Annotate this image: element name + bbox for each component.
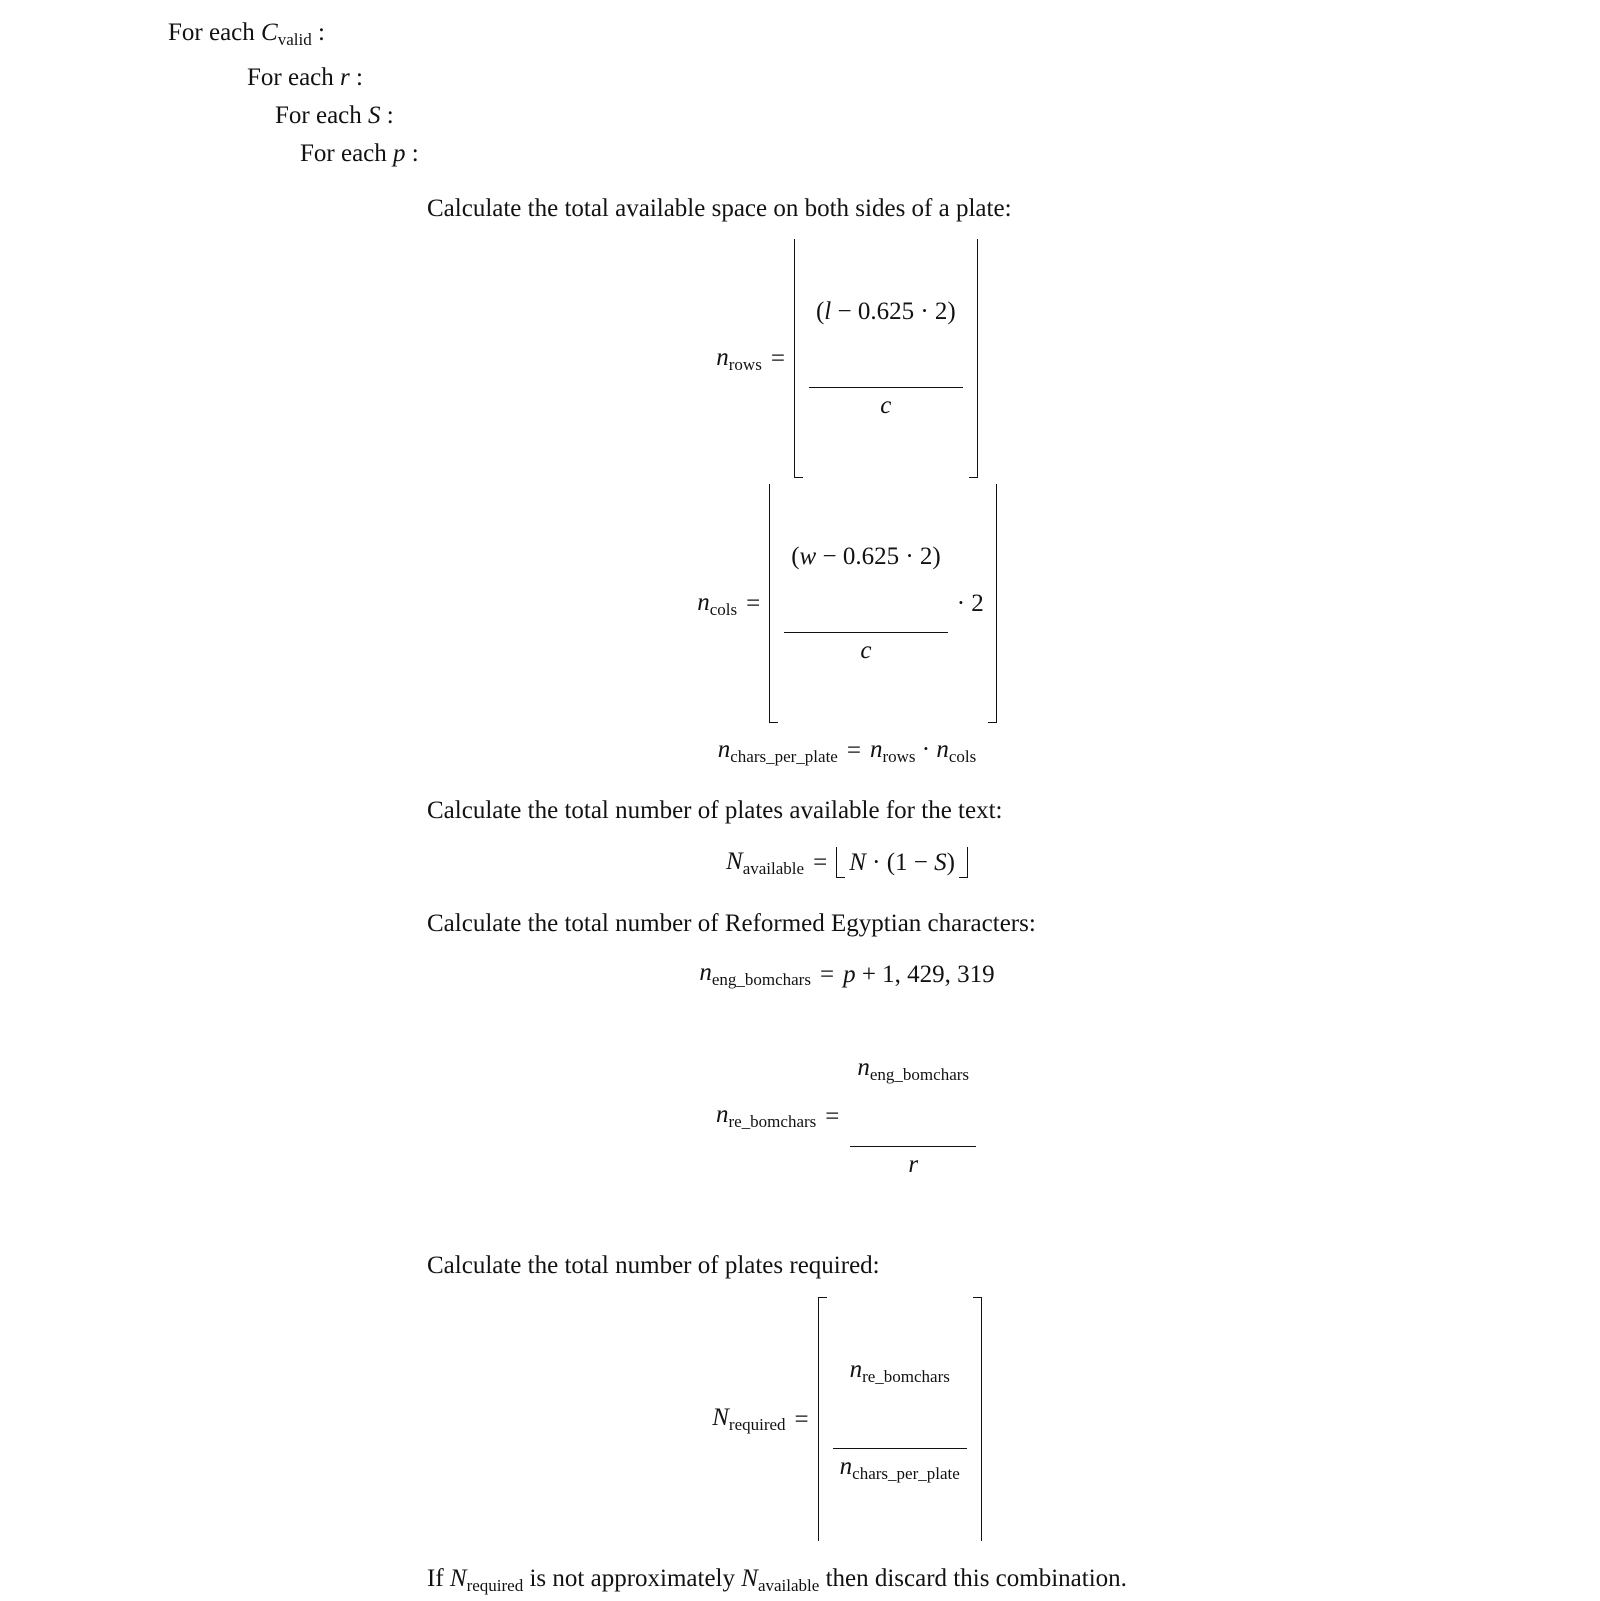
- equation-rhs: $n_{rows} \cdot n_{cols}$: [869, 736, 977, 766]
- fraction-numerator: $n_{eng\_bomchars}$: [857, 1054, 970, 1085]
- fraction-denominator: $n_{chars\_per\_plate}$: [833, 1448, 967, 1484]
- floor-bracket-left: [769, 484, 778, 723]
- loop-body: [427, 193, 1267, 1601]
- equals-sign: =: [819, 960, 835, 988]
- equals-sign: =: [746, 590, 761, 617]
- loop-variable: p: [393, 140, 406, 167]
- equation-lhs: $n_{chars\_per\_plate}$: [717, 736, 838, 766]
- loop-prefix: For each: [275, 102, 369, 129]
- equation-n-chars-per-plate: [427, 735, 1267, 767]
- fraction-numerator: (l − 0.625 · 2): [815, 298, 956, 325]
- loop-line-s: [275, 97, 1600, 135]
- equals-sign: =: [825, 1102, 840, 1130]
- floor-bracket-left: [836, 847, 845, 879]
- loop-line-r: [247, 59, 1600, 97]
- fraction: [833, 1297, 967, 1541]
- step-heading-reformed-egyptian-chars: Calculate the total number of Reformed Egyptian characters:: [427, 910, 1036, 938]
- step-heading-available-space: Calculate the total available space on both sides of a plate:: [427, 195, 1012, 222]
- step-heading-plates-available: Calculate the total number of plates available for the text:: [427, 796, 1003, 824]
- ceiling-bracket-right: [973, 1297, 982, 1541]
- loop-prefix: For each: [300, 140, 394, 167]
- n-required-symbol: N: [449, 1565, 467, 1593]
- equation-n-rows: [427, 239, 1267, 478]
- equation-n-required: [427, 1297, 1267, 1541]
- fraction: [850, 995, 976, 1237]
- loop-colon: :: [405, 140, 419, 167]
- loop-prefix: For each: [168, 19, 262, 46]
- ceiling-bracket-left: [818, 1297, 827, 1541]
- floor-bracket-right: [969, 239, 978, 478]
- n-available-symbol: N: [741, 1565, 758, 1593]
- floor-bracket-left: [794, 239, 803, 478]
- equation-rhs: N · (1 − S): [849, 849, 955, 877]
- dot-operator: ·: [915, 736, 937, 763]
- equation-n-available: [427, 847, 1267, 879]
- discard-condition-sentence: If $N_{required}$ is not approximately $N_{available}$ then discard this combination.: [427, 1565, 1127, 1596]
- fraction-denominator: c: [784, 632, 948, 665]
- loop-variable: C: [261, 19, 278, 46]
- equation-lhs: $n_{cols}$: [697, 588, 738, 619]
- equation-lhs: $n_{rows}$: [716, 343, 762, 374]
- loop-line-p: [300, 135, 1600, 173]
- equation-lhs: $N_{available}$: [726, 847, 805, 878]
- equation-lhs: $n_{re\_bomchars}$: [715, 1101, 817, 1132]
- equals-sign: =: [794, 1405, 809, 1433]
- loop-line-c-valid: [168, 14, 1600, 59]
- equation-rhs: p + 1, 429, 319: [843, 960, 995, 988]
- equation-n-re-bomchars: [427, 995, 1267, 1237]
- equation-n-cols: [427, 484, 1267, 723]
- floor-bracket-right: [959, 847, 968, 879]
- fraction: [809, 239, 963, 478]
- loop-variable-subscript: valid: [277, 30, 312, 49]
- equation-n-eng-bomchars: [427, 958, 1267, 990]
- loop-prefix: For each: [247, 64, 341, 91]
- step-heading-plates-required: Calculate the total number of plates required:: [427, 1251, 880, 1279]
- fraction-numerator: (w − 0.625 · 2): [791, 543, 941, 570]
- equals-sign: =: [770, 345, 785, 372]
- fraction-numerator: $n_{re\_bomchars}$: [849, 1355, 950, 1386]
- fraction-denominator: r: [850, 1146, 976, 1179]
- equation-lhs: $N_{required}$: [712, 1404, 786, 1435]
- floor-bracket-right: [988, 484, 997, 723]
- loop-variable: r: [340, 64, 350, 91]
- fraction-denominator: c: [809, 387, 963, 420]
- multiply-by-two-factor: · 2: [956, 590, 984, 617]
- equals-sign: =: [813, 849, 828, 877]
- loop-colon: :: [311, 19, 325, 46]
- fraction: [784, 484, 948, 723]
- equation-lhs: $n_{eng\_bomchars}$: [699, 959, 811, 990]
- loop-variable: S: [368, 102, 381, 129]
- loop-colon: :: [380, 102, 394, 129]
- loop-colon: :: [349, 64, 363, 91]
- equals-sign: =: [846, 737, 861, 765]
